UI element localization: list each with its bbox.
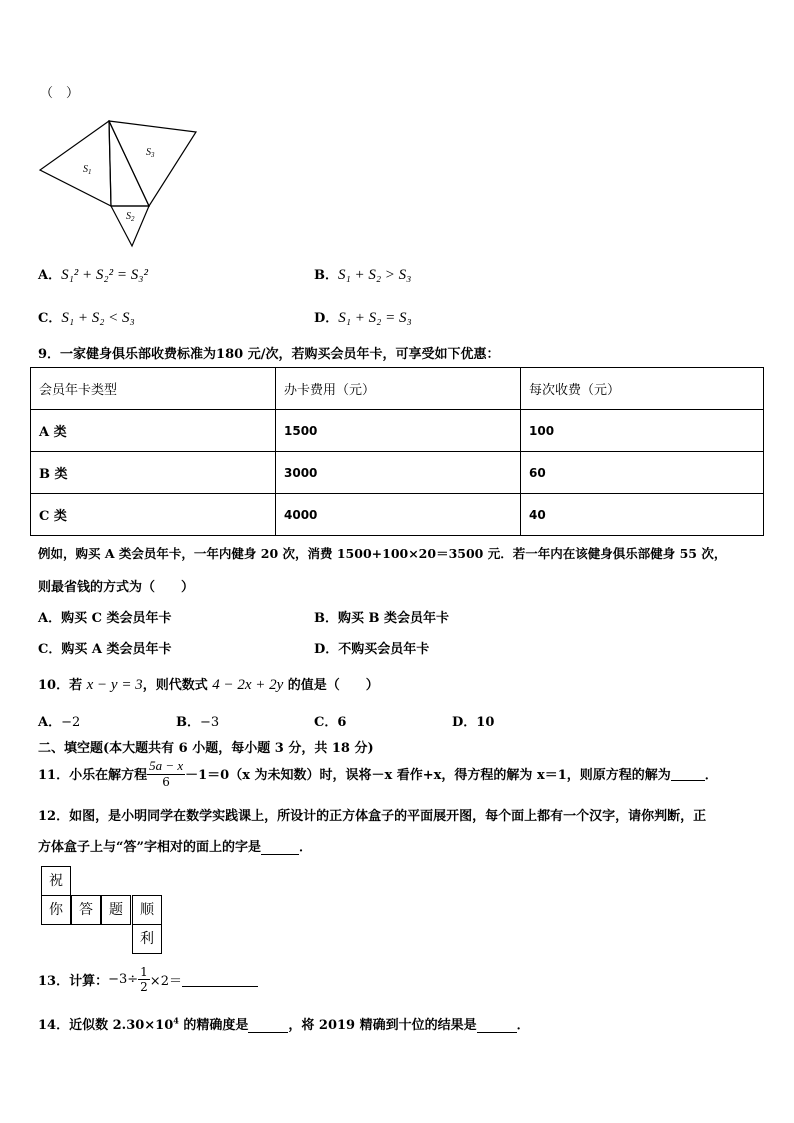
- table-cell: B 类: [31, 452, 276, 494]
- label-s1: $S_1$: [83, 164, 92, 176]
- net-face: 题: [101, 895, 131, 925]
- q11-stem: 11．小乐在解方程 $\frac{5a - x}{6}$ －1＝0（x 为未知数）时，误将－x 看作+x，得方程的解为 x＝1，则原方程的解为 ．: [38, 758, 718, 789]
- table-cell: C 类: [31, 494, 276, 536]
- q9-option-d: D．不购买会员年卡: [314, 642, 430, 657]
- table-row: [31, 410, 764, 452]
- q9-stem: 9．一家健身俱乐部收费标准为180 元/次，若购买会员年卡，可享受如下优惠：: [38, 347, 500, 362]
- q12-answer-blank[interactable]: [261, 840, 299, 855]
- label-s2: $S_2$: [126, 211, 135, 223]
- q10-option-d: D．10: [452, 715, 495, 730]
- q10-stem: 10．若 x − y = 3，则代数式 4 − 2x + 2y 的值是（ ）: [38, 677, 379, 693]
- table-header: 会员年卡类型: [31, 368, 276, 410]
- q9-option-b: B．购买 B 类会员年卡: [314, 611, 450, 626]
- q9-option-a: A．购买 C 类会员年卡: [38, 611, 172, 626]
- table-header-row: [31, 368, 764, 410]
- table-cell: 4000: [276, 494, 521, 536]
- q13-stem: 13．计算：−3÷ $\frac{1}{2}$ ×2＝: [38, 965, 258, 994]
- table-header: 办卡费用（元）: [276, 368, 521, 410]
- q9-example: 例如，购买 A 类会员年卡，一年内健身 20 次，消费 1500+100×20＝3500 元．若一年内在该健身俱乐部健身 55 次，: [38, 546, 727, 561]
- q14-answer-blank-2[interactable]: [477, 1018, 517, 1033]
- q8-option-a: A．S₁² + S₂² = S₃²: [38, 267, 148, 283]
- label-s3: $S_3$: [146, 147, 155, 159]
- q13-answer-blank[interactable]: [182, 972, 258, 987]
- q11-fraction: $\frac{5a - x}{6}$: [149, 758, 184, 789]
- net-face: 答: [71, 895, 101, 925]
- q14-answer-blank-1[interactable]: [248, 1018, 288, 1033]
- table-cell: 60: [521, 452, 764, 494]
- q9-question: 则最省钱的方式为（ ）: [38, 580, 195, 595]
- net-face: 祝: [41, 866, 71, 896]
- q8-paren: （ ）: [40, 86, 80, 101]
- q10-option-c: C．6: [314, 715, 347, 730]
- q8-option-c: C．S₁ + S₂ < S₃: [38, 310, 135, 326]
- net-face: 你: [41, 895, 71, 925]
- q11-answer-blank[interactable]: [671, 766, 705, 781]
- q10-option-a: A．−2: [38, 715, 81, 730]
- table-cell: 40: [521, 494, 764, 536]
- q13-fraction: $\frac{1}{2}$: [140, 965, 148, 994]
- table-cell: 100: [521, 410, 764, 452]
- net-face: 顺: [132, 895, 162, 925]
- fee-table: [30, 367, 764, 536]
- q10-option-b: B．−3: [176, 715, 220, 730]
- q9-option-c: C．购买 A 类会员年卡: [38, 642, 172, 657]
- q8-option-b: B．S₁ + S₂ > S₃: [314, 267, 412, 283]
- table-cell: 3000: [276, 452, 521, 494]
- table-row: [31, 494, 764, 536]
- table-cell: 1500: [276, 410, 521, 452]
- q8-option-d: D．S₁ + S₂ = S₃: [314, 310, 412, 326]
- net-face: 利: [132, 924, 162, 954]
- q12-line2: 方体盒子上与“答”字相对的面上的字是 ．: [38, 840, 312, 855]
- table-header: 每次收费（元）: [521, 368, 764, 410]
- table-row: [31, 452, 764, 494]
- q14-stem: 14．近似数 $2.30\times 10^4$ 的精确度是 ，将 2019 精确到十位的结果是 ．: [38, 1015, 530, 1033]
- section-heading: 二、填空题(本大题共有 6 小题，每小题 3 分，共 18 分): [38, 741, 374, 756]
- q8-triangle-figure: [36, 118, 216, 253]
- table-cell: A 类: [31, 410, 276, 452]
- q12-line1: 12．如图，是小明同学在数学实践课上，所设计的正方体盒子的平面展开图，每个面上都有一个汉字，请你判断，正: [38, 809, 707, 824]
